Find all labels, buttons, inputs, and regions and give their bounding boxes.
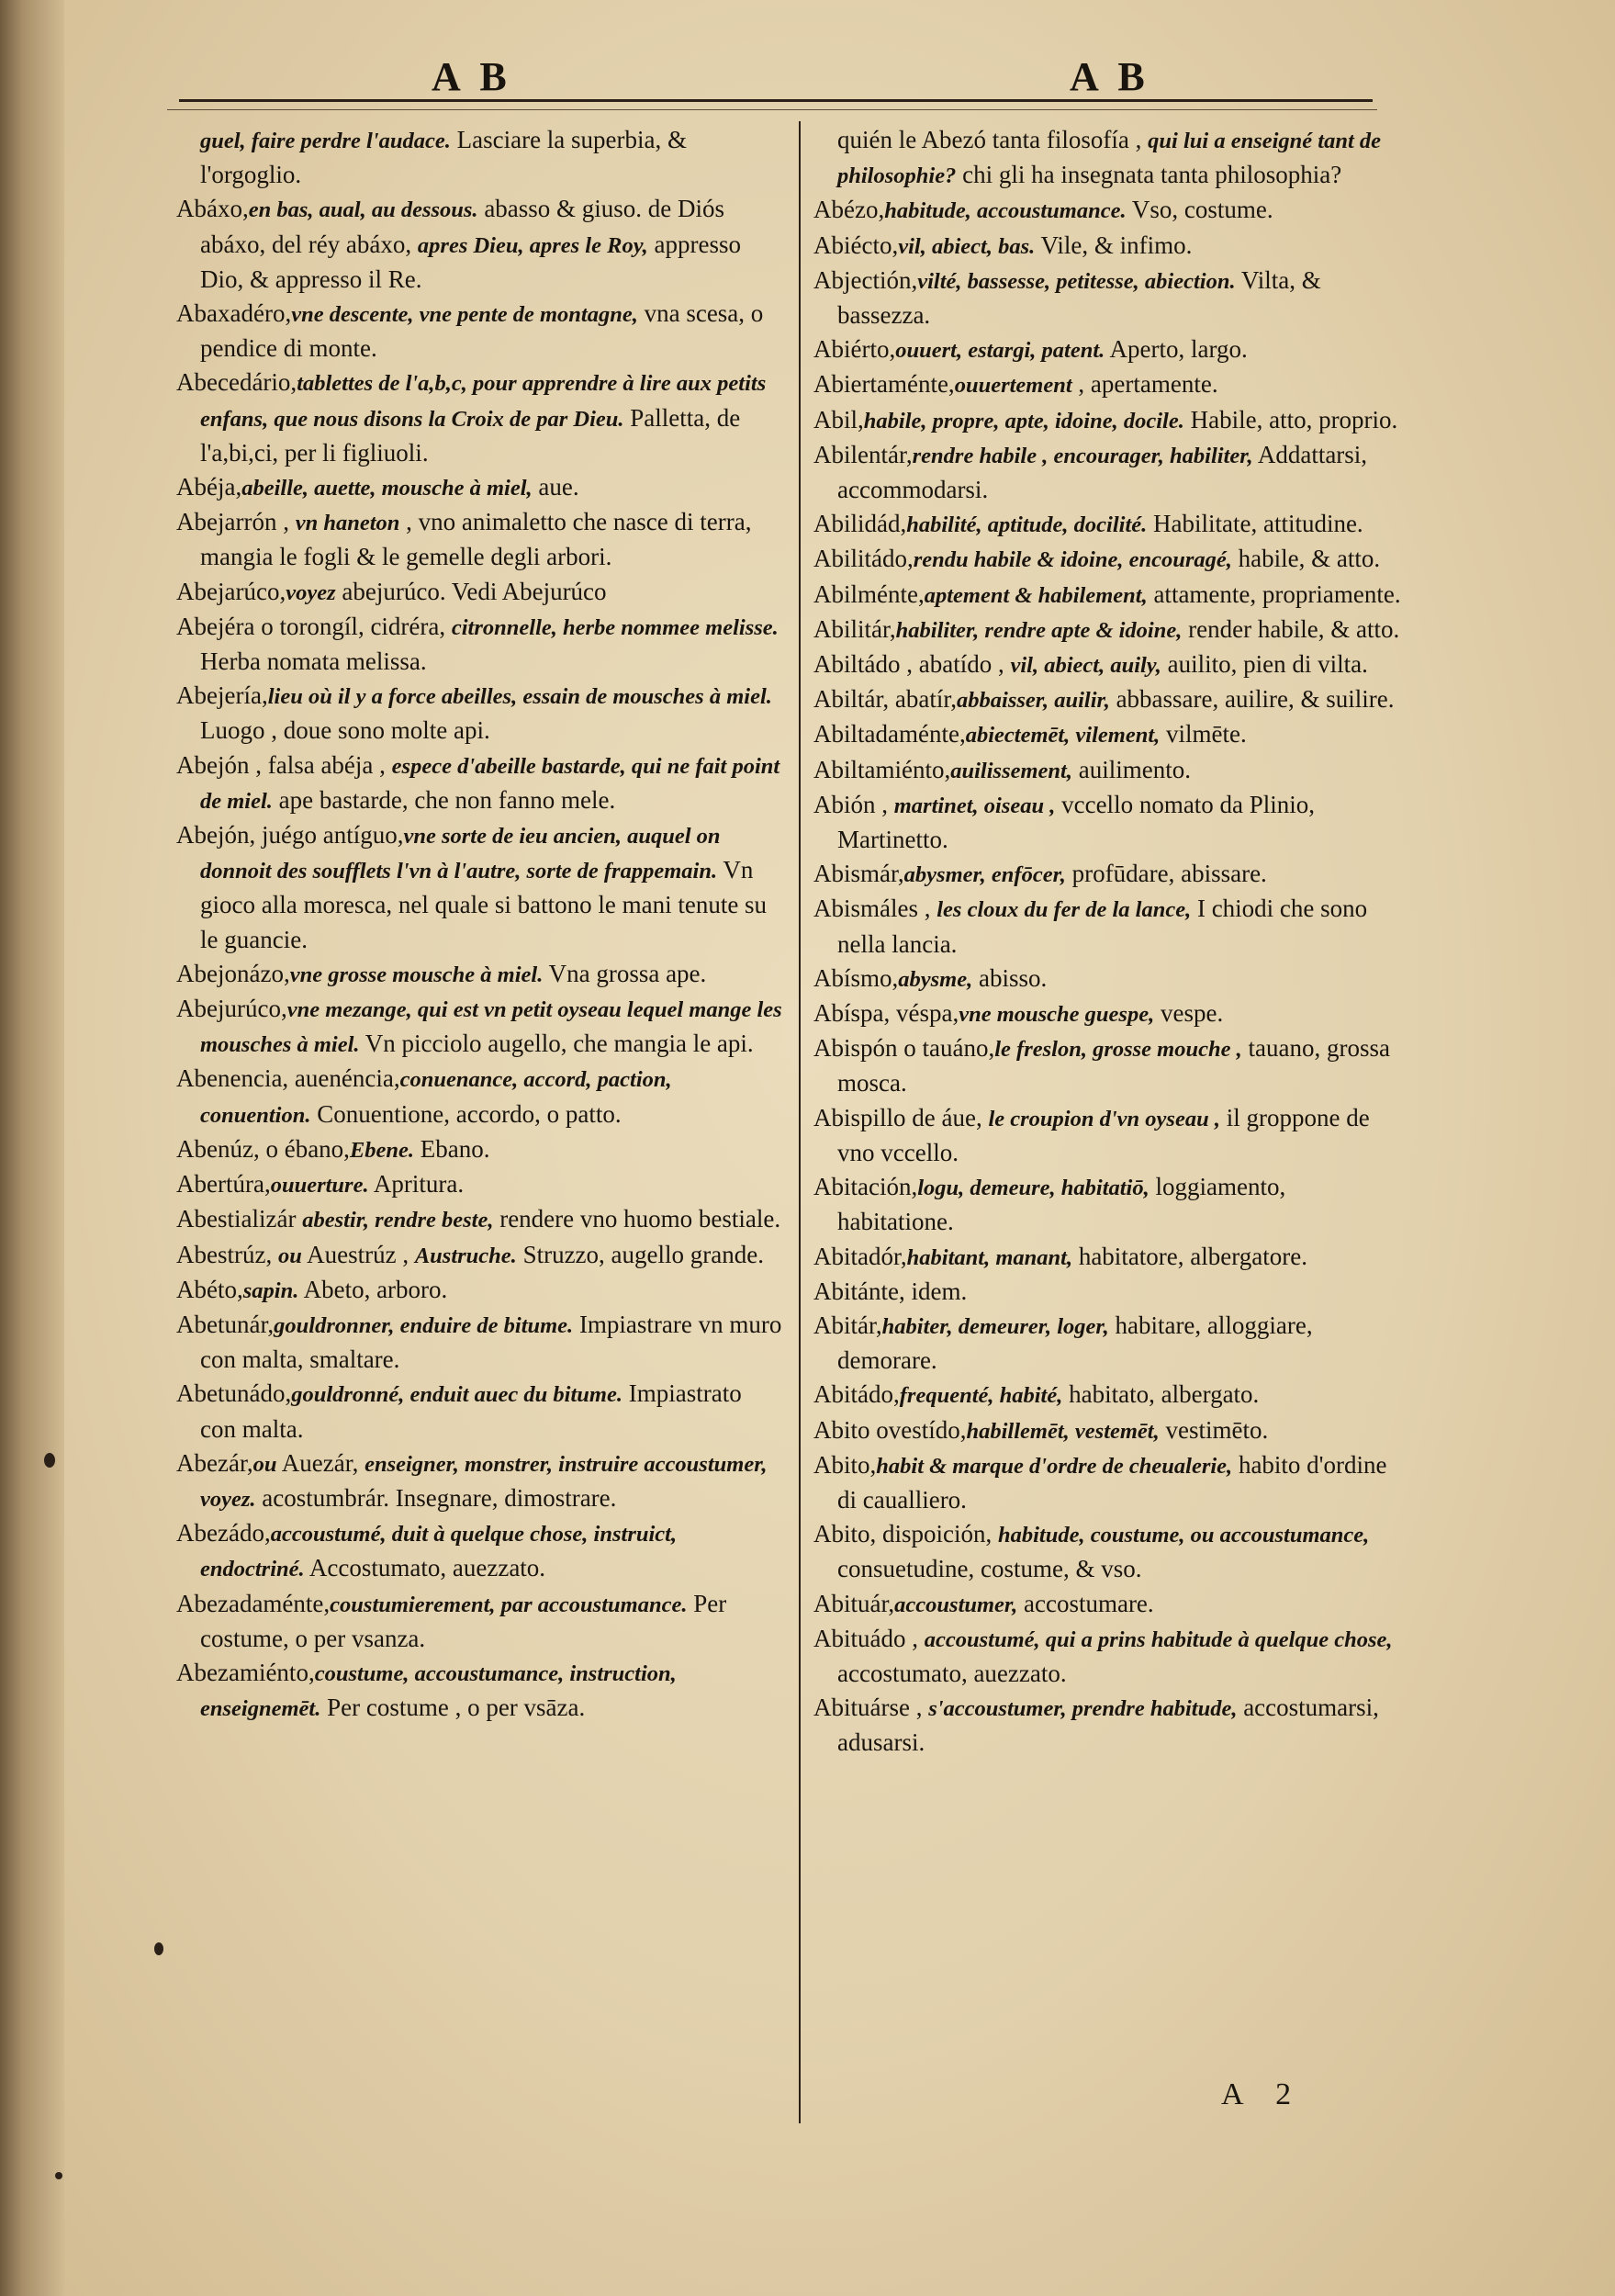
italian-gloss: Lasciare la superbia, & l'orgoglio.	[200, 126, 688, 189]
headword: Abiltadaménte,	[813, 720, 966, 748]
running-head-right: A B	[1070, 54, 1150, 99]
italian-gloss: Auestrúz ,	[301, 1240, 415, 1268]
dictionary-entry	[813, 1691, 1401, 1760]
french-gloss: habitant, manant,	[906, 1244, 1073, 1270]
french-gloss: citronnelle, herbe nommee melisse.	[451, 614, 779, 640]
italian-gloss: , vno animaletto che nasce di terra, mangia le fogli & le gemelle degli arbori.	[200, 508, 752, 571]
french-gloss: vne mezange, qui est vn petit oyseau lequel mange les mousches à miel.	[200, 997, 782, 1058]
italian-gloss: Habilitate, attitudine.	[1147, 510, 1363, 538]
french-gloss: guel, faire perdre l'audace.	[200, 129, 451, 153]
italian-gloss: Addattarsi, accommodarsi.	[837, 440, 1368, 504]
italian-gloss: tauano, grossa mosca.	[837, 1034, 1390, 1097]
italian-gloss: abisso.	[972, 963, 1048, 992]
french-gloss: voyez	[286, 580, 336, 605]
italian-gloss: Ebano.	[414, 1134, 490, 1163]
ink-spot	[44, 1453, 55, 1468]
headword: Abitación,	[813, 1173, 918, 1201]
headword: Abjectión,	[813, 265, 918, 294]
french-gloss: rendre habile , encourager, habiliter,	[912, 443, 1253, 468]
italian-gloss: habito d'ordine di caualliero.	[837, 1450, 1387, 1514]
headword: Abetunár,	[176, 1310, 275, 1338]
headword: Abézo,	[813, 196, 885, 224]
dictionary-entry	[813, 1170, 1401, 1239]
dictionary-entry	[813, 367, 1401, 402]
dictionary-entry	[176, 1587, 782, 1656]
french-gloss: martinet, oiseau ,	[893, 793, 1056, 818]
italian-gloss: accostumarsi, adusarsi.	[837, 1694, 1379, 1757]
italian-gloss: appresso Dio, & appresso il Re.	[200, 230, 742, 293]
dictionary-entry	[176, 123, 782, 192]
italian-gloss: Aperto, largo.	[1105, 335, 1248, 364]
italian-gloss: chi gli ha insegnata tanta philosophia?	[956, 161, 1342, 189]
headword: Abilitádo,	[813, 545, 914, 573]
italian-gloss: , apertamente.	[1071, 370, 1218, 399]
headword: Abismáles ,	[813, 895, 937, 923]
dictionary-entry	[813, 996, 1401, 1031]
french-gloss: conuenance, accord, paction, conuention.	[200, 1067, 672, 1128]
dictionary-entry	[176, 1167, 782, 1202]
french-gloss: accoustumer,	[894, 1592, 1018, 1617]
dictionary-entry	[813, 438, 1401, 507]
french-gloss: habilité, aptitude, docilité.	[906, 512, 1148, 538]
french-gloss: gouldronner, enduire de bitume.	[274, 1312, 574, 1338]
dictionary-entry	[813, 1413, 1401, 1448]
french-gloss: espece d'abeille bastarde, qui ne fait point de miel.	[200, 753, 780, 814]
headword: Abejarrón ,	[176, 508, 296, 536]
headword: Abezamiénto,	[176, 1658, 315, 1686]
french-gloss: lieu où il y a force abeilles, essain de mousches à miel.	[267, 684, 772, 710]
headword: Abestrúz,	[176, 1240, 278, 1268]
french-gloss: coustumierement, par accoustumance.	[330, 1592, 688, 1617]
header-rule-thin	[167, 109, 1377, 110]
headword: Abilentár,	[813, 440, 913, 468]
dictionary-entry	[813, 753, 1401, 788]
italian-gloss: Per costume , o per vsāza.	[320, 1694, 586, 1722]
french-gloss: logu, demeure, habitatiō,	[917, 1176, 1150, 1201]
dictionary-entry	[813, 647, 1401, 682]
italian-gloss: rendere vno huomo bestiale.	[493, 1205, 781, 1233]
italian-gloss: Vso, costume.	[1126, 196, 1273, 224]
italian-gloss: acostumbrár. Insegnare, dimostrare.	[255, 1483, 617, 1512]
dictionary-entry	[176, 1446, 782, 1516]
headword: Abezár,	[176, 1448, 253, 1477]
italian-gloss: Palletta, de l'a,bi,ci, per li figliuoli.	[200, 403, 741, 467]
dictionary-entry	[813, 1622, 1401, 1691]
french-gloss: accoustumé, qui a prins habitude à quelque chose,	[924, 1626, 1393, 1652]
headword: Abito ovestído,	[813, 1415, 967, 1444]
dictionary-entry	[176, 575, 782, 610]
dictionary-entry	[813, 682, 1401, 717]
dictionary-entry	[176, 1656, 782, 1726]
headword: Abispillo de áue,	[813, 1103, 989, 1131]
dictionary-entry	[813, 578, 1401, 613]
french-gloss: aptement & habilement,	[924, 582, 1148, 608]
left-column	[176, 123, 782, 1726]
french-gloss: abbaisser, auilir,	[957, 688, 1110, 714]
dictionary-entry	[813, 857, 1401, 892]
italian-gloss: habile, & atto.	[1231, 545, 1381, 573]
italian-gloss: aue.	[532, 473, 579, 501]
headword: Abejón , falsa abéja ,	[176, 750, 392, 779]
french-gloss: ouuert, estargi, patent.	[895, 338, 1105, 364]
french-gloss: vilté, bassesse, petitesse, abiection.	[917, 268, 1236, 294]
headword: Abilidád,	[813, 510, 907, 538]
header-rule	[179, 99, 1373, 102]
french-gloss: coustume, accoustumance, instruction, enseignemēt.	[200, 1660, 677, 1722]
dictionary-entry	[176, 192, 782, 297]
headword: Abiltamiénto,	[813, 755, 951, 783]
french-gloss: Austruche.	[414, 1243, 517, 1268]
dictionary-entry	[813, 332, 1401, 367]
headword: Abezadaménte,	[176, 1589, 331, 1617]
french-gloss: habile, propre, apte, idoine, docile.	[863, 408, 1184, 433]
column-divider	[799, 121, 801, 2123]
headword: Abecedário,	[176, 368, 297, 397]
italian-gloss: vccello nomato da Plinio, Martinetto.	[837, 790, 1316, 854]
italian-gloss: Luogo , doue sono molte api.	[200, 716, 490, 745]
dictionary-entry	[176, 818, 782, 957]
dictionary-entry	[176, 610, 782, 679]
dictionary-entry	[813, 962, 1401, 996]
headword: Abitánte, idem.	[813, 1277, 968, 1305]
french-gloss: frequenté, habité,	[899, 1383, 1063, 1409]
dictionary-entry	[813, 542, 1401, 577]
ink-spot	[154, 1942, 163, 1955]
dictionary-entry	[813, 1309, 1401, 1378]
headword: Abilitár,	[813, 614, 896, 643]
french-gloss: abiectemēt, vilement,	[965, 723, 1161, 748]
headword: Abiérto,	[813, 335, 896, 364]
french-gloss: les cloux du fer de la lance,	[936, 897, 1192, 923]
italian-gloss: vilmēte.	[1160, 720, 1247, 748]
italian-gloss: Vilta, & bassezza.	[837, 265, 1321, 330]
dictionary-entry	[813, 1240, 1401, 1275]
italian-gloss: Vile, & infimo.	[1035, 231, 1193, 259]
headword: Abejurúco,	[176, 995, 287, 1023]
italian-gloss: abasso & giuso. de Diós abáxo, del réy abáxo,	[200, 195, 725, 258]
italian-gloss: Accostumato, auezzato.	[304, 1554, 546, 1582]
french-gloss: habit & marque d'ordre de cheualerie,	[876, 1453, 1233, 1479]
dictionary-entry	[813, 1587, 1401, 1622]
dictionary-entry	[176, 1377, 782, 1446]
headword: Abismár,	[813, 860, 904, 888]
french-gloss: le croupion d'vn oyseau ,	[988, 1106, 1220, 1131]
headword: Abáxo,	[176, 195, 249, 223]
french-gloss: vil, abiect, bas.	[898, 233, 1036, 259]
italian-gloss: vespe.	[1154, 999, 1224, 1028]
italian-gloss: Per costume, o per vsanza.	[200, 1589, 727, 1652]
italian-gloss: Struzzo, augello grande.	[516, 1240, 764, 1268]
headword: Abejón, juégo antíguo,	[176, 821, 404, 850]
french-gloss: ouuerture.	[270, 1173, 369, 1199]
italian-gloss: abbassare, auilire, & suilire.	[1109, 685, 1395, 714]
headword: Abito, dispoición,	[813, 1520, 998, 1548]
french-gloss: habiter, demeurer, loger,	[881, 1313, 1109, 1339]
right-column	[813, 123, 1401, 1761]
french-gloss: vne mousche guespe,	[959, 1002, 1155, 1028]
headword: Abilménte,	[813, 580, 925, 608]
french-gloss: rendu habile & idoine, encouragé,	[913, 547, 1232, 573]
dictionary-entry	[176, 1273, 782, 1308]
italian-gloss: Vn picciolo augello, che mangia le api.	[359, 1030, 754, 1058]
italian-gloss: profūdare, abissare.	[1065, 860, 1267, 888]
headword: Abísmo,	[813, 963, 899, 992]
italian-gloss: loggiamento, habitatione.	[837, 1173, 1286, 1236]
headword: Abejéra o torongíl, cidréra,	[176, 612, 452, 640]
french-gloss: accoustumé, duit à quelque chose, instruict, endoctriné.	[200, 1522, 678, 1582]
french-gloss: vil, abiect, auily,	[1010, 653, 1161, 679]
dictionary-entry	[813, 123, 1401, 193]
french-gloss: s'accoustumer, prendre habitude,	[928, 1696, 1238, 1722]
dictionary-entry	[813, 717, 1401, 752]
italian-gloss: Vna grossa ape.	[543, 959, 707, 987]
italian-gloss: vna scesa, o pendice di monte.	[200, 299, 764, 363]
dictionary-entry	[176, 505, 782, 574]
dictionary-entry	[176, 1516, 782, 1586]
dictionary-entry	[176, 297, 782, 366]
italian-gloss: abejurúco. Vedi Abejurúco	[335, 577, 607, 605]
french-gloss: vne sorte de ieu ancien, auquel on donnoit des soufflets l'vn à l'autre, sorte de frappemain.	[200, 824, 721, 884]
dictionary-entry	[813, 1031, 1401, 1100]
french-gloss: tablettes de l'a,b,c, pour apprendre à lire aux petits enfans, que nous disons la Croix de par Dieu.	[200, 371, 767, 432]
italian-gloss: accostumare.	[1017, 1589, 1154, 1617]
french-gloss: ou	[252, 1451, 277, 1477]
headword: Abiertaménte,	[813, 370, 955, 399]
french-gloss: abysmer, enfōcer,	[903, 862, 1066, 888]
italian-gloss: Impiastrare vn muro con malta, smaltare.	[200, 1310, 782, 1374]
italian-gloss: habitatore, albergatore.	[1072, 1242, 1307, 1270]
headword: Abestializár	[176, 1205, 303, 1233]
dictionary-entry	[176, 748, 782, 818]
headword: Abenúz, o ébano,	[176, 1134, 350, 1163]
french-gloss: abestir, rendre beste,	[302, 1208, 494, 1233]
french-gloss: sapin.	[242, 1277, 299, 1303]
headword: Abión ,	[813, 790, 894, 818]
french-gloss: habitude, accoustumance.	[884, 198, 1127, 224]
headword: Abenencia, auenéncia,	[176, 1064, 400, 1093]
french-gloss: ou	[277, 1243, 302, 1268]
dictionary-entry	[176, 1202, 782, 1237]
headword: Abaxadéro,	[176, 299, 292, 328]
dictionary-entry	[176, 1238, 782, 1273]
headword: Abéto,	[176, 1275, 243, 1303]
french-gloss: enseigner, monstrer, instruire accoustumer, voyez.	[200, 1451, 768, 1512]
italian-gloss: auilito, pien di vilta.	[1161, 650, 1368, 679]
headword: Abertúra,	[176, 1170, 271, 1199]
dictionary-entry	[813, 1101, 1401, 1170]
headword: Abejarúco,	[176, 577, 286, 605]
french-gloss: abeille, auette, mousche à miel,	[241, 476, 533, 501]
italian-gloss: quién le Abezó tanta filosofía ,	[837, 126, 1149, 153]
dictionary-entry	[176, 1062, 782, 1131]
headword: Abetunádo,	[176, 1379, 292, 1408]
dictionary-entry	[813, 892, 1401, 961]
ink-spot	[55, 2172, 62, 2179]
headword: Abéja,	[176, 473, 242, 501]
italian-gloss: accostumato, auezzato.	[837, 1659, 1067, 1687]
dictionary-entry	[176, 470, 782, 505]
dictionary-entry	[176, 1308, 782, 1377]
french-gloss: gouldronné, enduit auec du bitume.	[291, 1382, 622, 1408]
dictionary-entry	[813, 1378, 1401, 1412]
headword: Abito,	[813, 1450, 877, 1479]
dictionary-entry	[813, 788, 1401, 857]
italian-gloss: consuetudine, costume, & vso.	[837, 1555, 1142, 1583]
french-gloss: le freslon, grosse mouche ,	[994, 1037, 1242, 1063]
french-gloss: vn haneton	[295, 511, 400, 536]
italian-gloss: Auezár,	[276, 1448, 365, 1477]
french-gloss: vne grosse mousche à miel.	[289, 962, 544, 987]
italian-gloss: auilimento.	[1071, 755, 1191, 783]
dictionary-entry	[813, 613, 1401, 647]
italian-gloss: habitato, albergato.	[1062, 1380, 1260, 1409]
dictionary-entry	[813, 264, 1401, 332]
headword: Abejonázo,	[176, 959, 290, 987]
dictionary-entry	[813, 229, 1401, 264]
headword: Abiltár, abatír,	[813, 685, 958, 714]
dictionary-entry	[813, 507, 1401, 542]
dictionary-entry	[813, 1448, 1401, 1517]
dictionary-entry	[176, 1132, 782, 1167]
headword: Abíspa, véspa,	[813, 999, 959, 1028]
headword: Abiécto,	[813, 231, 899, 259]
headword: Abitár,	[813, 1311, 882, 1339]
french-gloss: habillemēt, vestemēt,	[966, 1418, 1160, 1444]
dictionary-entry	[176, 679, 782, 748]
dictionary-entry	[813, 193, 1401, 228]
headword: Abezádo,	[176, 1519, 271, 1548]
headword: Abejería,	[176, 681, 268, 710]
headword: Abituádo ,	[813, 1624, 925, 1652]
headword: Abitadór,	[813, 1242, 907, 1270]
italian-gloss: I chiodi che sono nella lancia.	[837, 895, 1368, 958]
dictionary-entry	[176, 992, 782, 1062]
french-gloss: Ebene.	[349, 1137, 415, 1163]
french-gloss: habitude, coustume, ou accoustumance,	[998, 1523, 1370, 1548]
signature-mark: A 2	[1221, 2077, 1305, 2111]
italian-gloss: il groppone de vno vccello.	[837, 1103, 1370, 1166]
headword: Abil,	[813, 405, 864, 433]
italian-gloss: habitare, alloggiare, demorare.	[837, 1311, 1313, 1375]
french-gloss: abysme,	[898, 966, 973, 992]
italian-gloss: render habile, & atto.	[1182, 614, 1400, 643]
italian-gloss: attamente, propriamente.	[1147, 580, 1401, 608]
headword: Abituárse ,	[813, 1694, 929, 1722]
italian-gloss: ape bastarde, che non fanno mele.	[272, 785, 616, 814]
headword: Abituár,	[813, 1589, 895, 1617]
dictionary-entry	[176, 366, 782, 470]
italian-gloss: Abeto, arboro.	[298, 1275, 448, 1303]
italian-gloss: Herba nomata melissa.	[200, 647, 427, 676]
french-gloss: habiliter, rendre apte & idoine,	[895, 617, 1183, 643]
dictionary-entry	[813, 403, 1401, 438]
book-gutter	[0, 0, 64, 2296]
french-gloss: auilissement,	[950, 758, 1072, 783]
dictionary-entry	[176, 957, 782, 992]
italian-gloss: Apritura.	[368, 1170, 465, 1199]
dictionary-entry	[813, 1517, 1401, 1586]
french-gloss: apres Dieu, apres le Roy,	[417, 232, 648, 258]
french-gloss: ouuertement	[954, 373, 1072, 399]
headword: Abispón o tauáno,	[813, 1034, 995, 1063]
french-gloss: vne descente, vne pente de montagne,	[291, 302, 638, 328]
headword: Abitádo,	[813, 1380, 900, 1409]
italian-gloss: Vn gioco alla moresca, nel quale si battono le mani tenute su le guancie.	[200, 856, 768, 953]
headword: Abiltádo , abatído ,	[813, 650, 1011, 679]
french-gloss: qui lui a enseigné tant de philosophie?	[837, 129, 1382, 189]
italian-gloss: Habile, atto, proprio.	[1183, 405, 1398, 433]
italian-gloss: Impiastrato con malta.	[200, 1379, 742, 1443]
running-head-left: A B	[432, 54, 512, 99]
italian-gloss: Conuentione, accordo, o patto.	[310, 1099, 622, 1128]
italian-gloss: vestimēto.	[1159, 1415, 1269, 1444]
french-gloss: en bas, aual, au dessous.	[248, 197, 478, 223]
dictionary-entry	[813, 1275, 1401, 1309]
